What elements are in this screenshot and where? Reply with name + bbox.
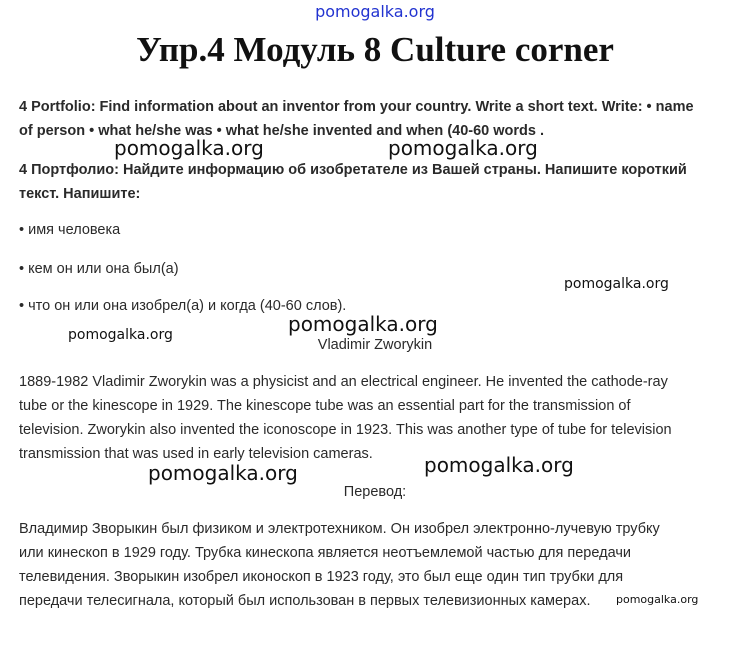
watermark: pomogalka.org <box>388 136 538 160</box>
bullet-occupation: • кем он или она был(а) <box>19 261 179 277</box>
answer-en-line-2: tube or the kinescope in 1929. The kinescope tube was an essential part for the transmission of <box>19 398 631 414</box>
watermark: pomogalka.org <box>68 327 173 343</box>
answer-ru-line-1: Владимир Зворыкин был физиком и электротехником. Он изобрел электронно-лучевую трубку <box>19 521 660 537</box>
answer-en-line-3: television. Zworykin also invented the iconoscope in 1923. This was another type of tube for television <box>19 422 672 438</box>
answer-subtitle: Vladimir Zworykin <box>317 337 433 353</box>
answer-ru-line-4: передачи телесигнала, который был использован в первых телевизионных камерах. <box>19 593 591 609</box>
bullet-name: • имя человека <box>19 222 121 238</box>
answer-en-line-4: transmission that was used in early television cameras. <box>19 446 373 462</box>
watermark: pomogalka.org <box>616 593 699 606</box>
answer-ru-line-3: телевидения. Зворыкин изобрел иконоскоп в 1923 году, это был еще один тип трубки для <box>19 569 624 585</box>
watermark-top: pomogalka.org <box>315 2 435 21</box>
task-en-line-2: of person • what he/she was • what he/she invented and when (40-60 words . <box>19 123 545 139</box>
bullet-invention: • что он или она изобрел(а) и когда (40-60 слов). <box>19 298 347 314</box>
watermark: pomogalka.org <box>114 136 264 160</box>
answer-en-line-1: 1889-1982 Vladimir Zworykin was a physicist and an electrical engineer. He invented the cathode-ray <box>19 374 668 390</box>
watermark: pomogalka.org <box>288 312 438 336</box>
page-title: Упр.4 Модуль 8 Culture corner <box>136 30 614 69</box>
answer-ru-line-2: или кинескоп в 1929 году. Трубка кинескопа является неотъемлемой частью для передачи <box>19 545 631 561</box>
translation-label: Перевод: <box>343 484 407 500</box>
watermark: pomogalka.org <box>424 453 574 477</box>
task-en-line-1: 4 Portfolio: Find information about an inventor from your country. Write a short text. Write: • name <box>19 99 694 115</box>
watermark: pomogalka.org <box>148 461 298 485</box>
task-ru-line-2: текст. Напишите: <box>19 186 141 202</box>
watermark: pomogalka.org <box>564 276 669 292</box>
task-ru-line-1: 4 Портфолио: Найдите информацию об изобретателе из Вашей страны. Напишите короткий <box>19 162 687 178</box>
